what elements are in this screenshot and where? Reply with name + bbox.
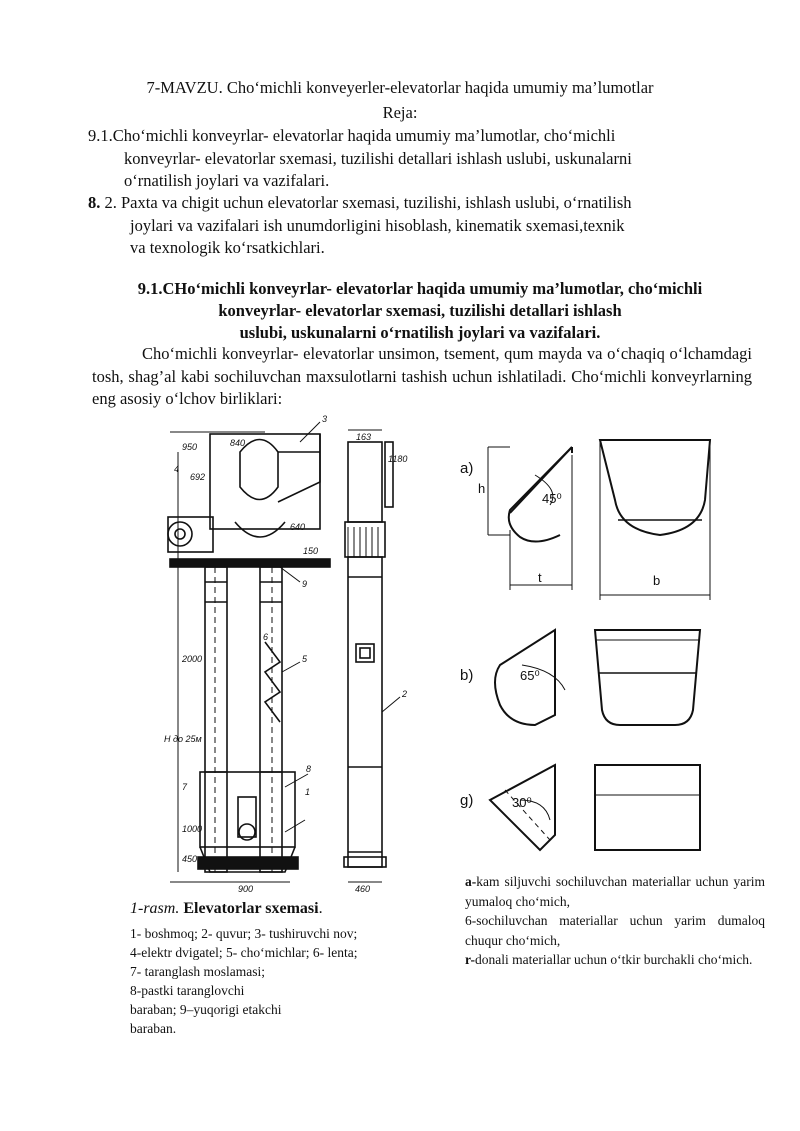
part-number: 7: [182, 782, 188, 792]
legend-line: 4-elektr dvigatel; 5- cho‘michlar; 6- lenta;: [130, 945, 358, 960]
dim-label: b: [653, 573, 661, 588]
legend-item: [465, 911, 765, 950]
figure1-caption-prefix: 1-rasm.: [130, 900, 180, 917]
part-number: 2: [402, 689, 408, 699]
casing-2: [348, 557, 382, 867]
page-title: 7-MAVZU. Cho‘michli konveyerler-elevatorlar haqida umumiy ma’lumotlar: [146, 78, 654, 97]
legend-line: baraban.: [130, 1021, 177, 1036]
legend-text: kam siljuvchi sochiluvchan materiallar uchun yarim yumaloq cho‘mich,: [465, 874, 765, 909]
legend-line: baraban; 9–yuqorigi etakchi: [130, 1002, 282, 1017]
bucket-a: [488, 440, 710, 600]
part-number: 4: [174, 464, 180, 474]
intro-paragraph-text: Cho‘michli konveyrlar- elevatorlar unsimon, tsement, qum mayda va o‘chaqiq o‘lchamdagi tosh, shag’al kabi sochiluvchan maxsulotlarni tashish uchun ishlatiladi. Cho‘michli konveyrlarning eng asosiy o‘lchov birliklari:: [92, 344, 752, 408]
figure2-legend: [465, 872, 765, 970]
legend-line: 8-pastki taranglovchi: [130, 983, 245, 998]
dim-label: 163: [356, 432, 372, 442]
part-number: 3: [322, 414, 328, 424]
dim-label: 450: [182, 854, 198, 864]
head-box: [210, 434, 320, 529]
dim-label: 1180: [388, 454, 408, 464]
plan-item-2-line: va texnologik ko‘rsatkichlari.: [130, 238, 325, 257]
legend-key: r-: [465, 952, 475, 967]
bucket-label: g): [460, 792, 474, 809]
legend-line: 1- boshmoq; 2- quvur; 3- tushiruvchi nov;: [130, 926, 358, 941]
dim-label: Н до 25м: [164, 734, 202, 744]
legend-line: 7- taranglash moslamasi;: [130, 964, 265, 979]
figure1-caption: [130, 900, 323, 918]
legend-key: a-: [465, 874, 477, 889]
dim-label: 460: [355, 884, 371, 894]
angle-label: 65⁰: [520, 668, 540, 683]
dim-label: 692: [190, 472, 206, 482]
plan-item-2: [88, 192, 743, 260]
dim-label: t: [538, 570, 542, 585]
plan-item-1-line: 9.1.Cho‘michli konveyrlar- elevatorlar haqida umumiy ma’lumotlar, cho‘michli: [88, 126, 616, 145]
legend-text: 6-sochiluvchan materiallar uchun yarim dumaloq chuqur cho‘mich,: [465, 913, 765, 948]
bucket-shapes-figure: [450, 425, 770, 865]
bucket-label: a): [460, 460, 474, 477]
legend-item: [465, 872, 765, 911]
part-number: 6: [263, 632, 269, 642]
plan-item-2-number: 8.: [88, 193, 101, 212]
figure1-caption-title: Elevatorlar sxemasi: [183, 900, 319, 917]
motor-4: [168, 522, 192, 546]
bucket-label: b): [460, 667, 474, 684]
dim-label: h: [478, 481, 486, 496]
tension-device-7: [238, 797, 256, 837]
angle-label: 30⁰: [512, 795, 532, 810]
discharge-chute-3: [278, 434, 320, 502]
plan-item-2-line: 2. Paxta va chigit uchun elevatorlar sxemasi, tuzilishi, ishlash uslubi, o‘rnatilish: [104, 193, 632, 212]
plan-item-1: [88, 125, 743, 193]
left-column: [205, 567, 282, 872]
top-plate: [170, 559, 330, 567]
figure1-caption-suffix: .: [318, 900, 323, 917]
intro-paragraph: [92, 343, 752, 411]
figure1-legend: [130, 924, 415, 1038]
plan-item-1-line: o‘rnatilish joylari va vazifalari.: [124, 171, 330, 190]
dim-label: 840: [230, 438, 246, 448]
dim-label: 640: [290, 522, 306, 532]
plan-item-2-line: joylari va vazifalari ish unumdorligini hisoblash, kinematik sxemasi,texnik: [130, 215, 625, 235]
dim-label: 1000: [182, 824, 203, 834]
section-heading: [90, 278, 750, 344]
part-number: 1: [305, 787, 311, 797]
part-number: 8: [306, 764, 312, 774]
drive-drum-9: [240, 440, 278, 500]
legend-text: donali materiallar uchun o‘tkir burchakli cho‘mich.: [475, 952, 753, 967]
boot-1: [198, 772, 298, 872]
legend-item: [465, 950, 765, 970]
section-heading-line: 9.1.CHo‘michli konveyrlar- elevatorlar haqida umumiy ma’lumotlar, cho‘michli: [137, 279, 703, 298]
part-number: 9: [302, 579, 308, 589]
side-view-column: [344, 442, 393, 867]
dim-label: 900: [238, 884, 254, 894]
bucket-b-front: [595, 630, 700, 725]
dim-label: 950: [182, 442, 198, 452]
part-number: 5: [302, 654, 308, 664]
section-heading-line: konveyrlar- elevatorlar sxemasi, tuzilishi detallari ishlash: [218, 301, 622, 320]
angle-label: 45⁰: [542, 491, 562, 506]
plan-heading: Reja:: [382, 103, 418, 122]
bucket-g-front: [595, 765, 700, 850]
elevator-schematic-figure: [160, 412, 445, 897]
dim-label: 150: [303, 546, 319, 556]
section-heading-line: uslubi, uskunalarni o‘rnatilish joylari va vazifalari.: [239, 323, 601, 342]
plan-item-1-line: konveyrlar- elevatorlar sxemasi, tuzilishi detallari ishlash uslubi, uskunalarni: [124, 148, 632, 168]
dim-label: 2000: [182, 654, 203, 664]
